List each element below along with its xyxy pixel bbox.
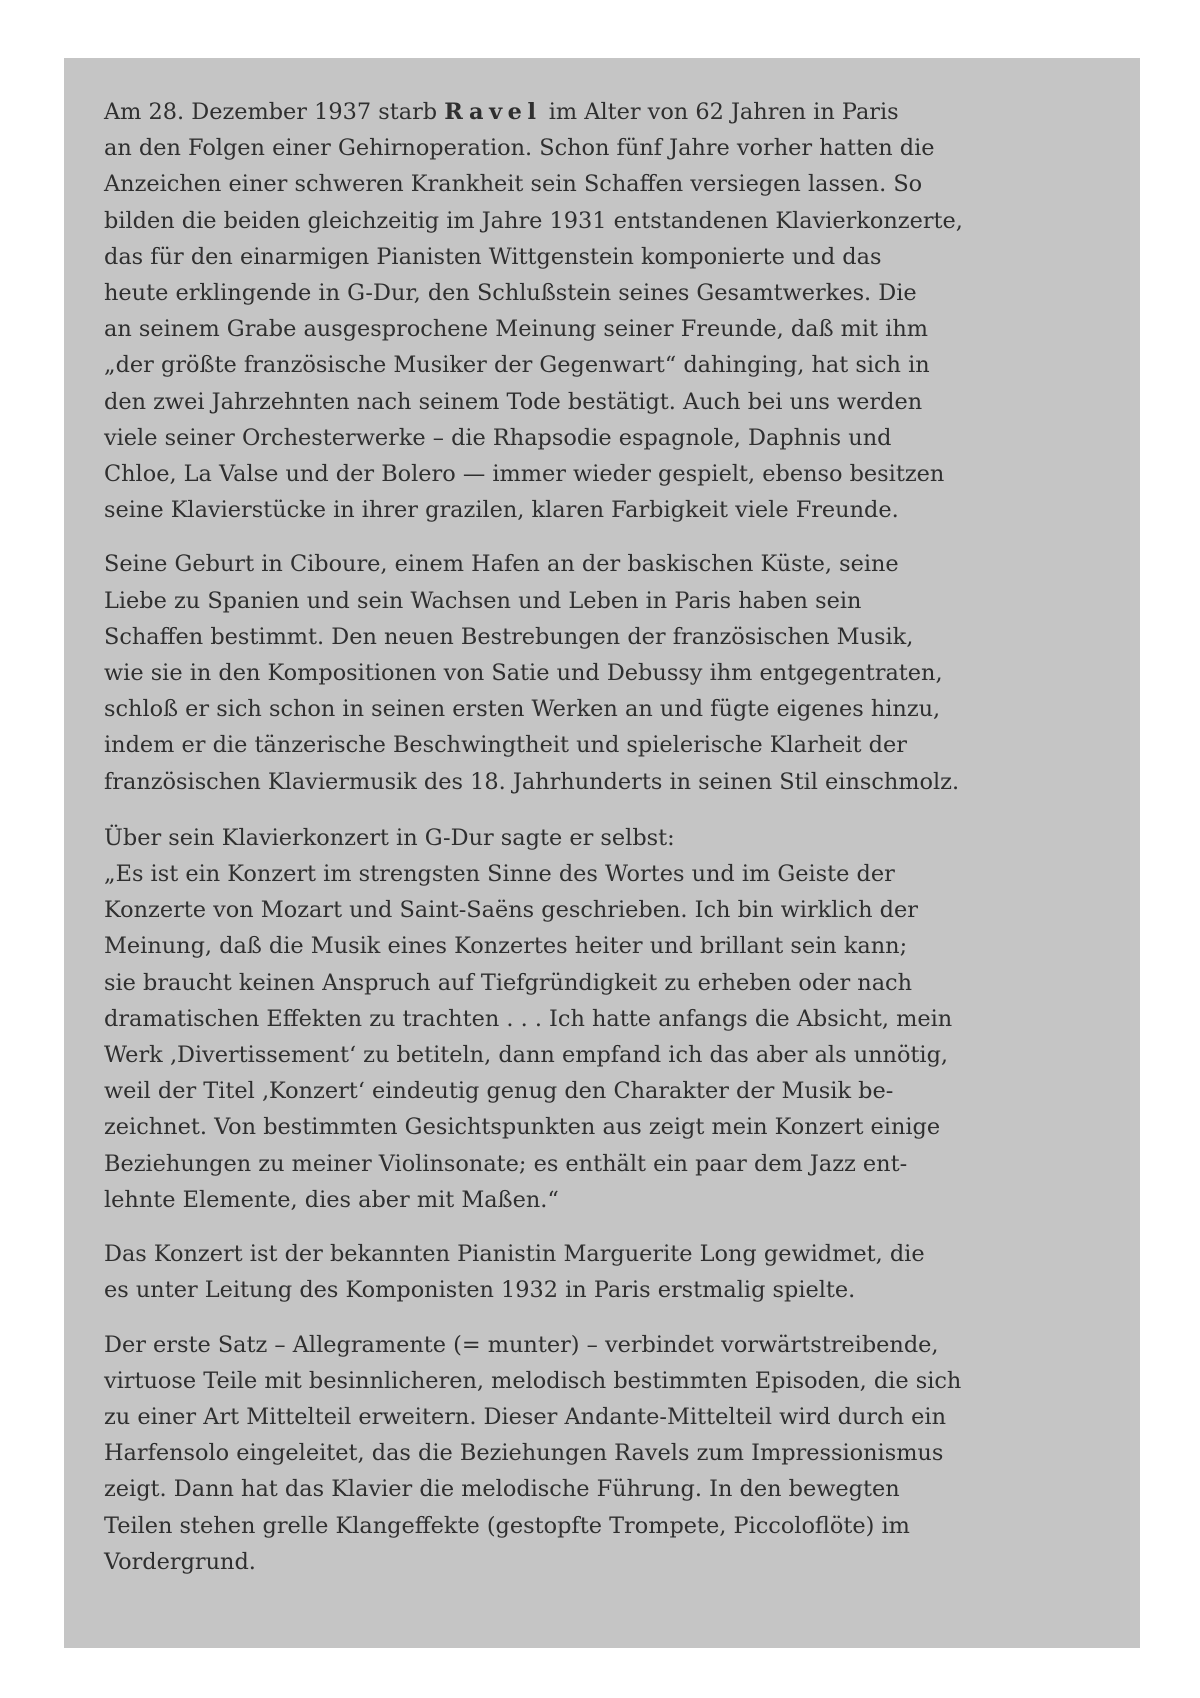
paragraph-ravel-death	[104, 94, 1104, 528]
paragraph-birth-influences: Seine Geburt in Ciboure, einem Hafen an der baskischen Küste, seine Liebe zu Spanien und sein Wachsen und Leben in Paris haben sein Schaffen bestimmt. Den neuen Bestrebungen der französischen Musik, wie sie in den Kompositionen von Satie und Debussy ihm entgegentraten, schloß er sich schon in seinen ersten Werken an und fügte eigenes hinzu, indem er die tänzerische Beschwingtheit und spielerische Klarheit der französischen Klaviermusik des 18. Jahrhunderts in seinen Stil einschmolz.	[104, 551, 960, 795]
paragraph-first-movement: Der erste Satz – Allegramente (= munter) – verbindet vorwärtstreibende, virtuose Teile mit besinnlicheren, melodisch bestimmten Episoden, die sich zu einer Art Mittelteil erweitern. Dieser Andante-Mittelteil wird durch ein Harfensolo eingeleitet, das die Beziehungen Ravels zum Impressionismus zeigt. Dann hat das Klavier die melodische Führung. In den bewegten Teilen stehen grelle Klangeffekte (gestopfte Trompete, Piccoloflöte) im Vordergrund.	[104, 1331, 962, 1575]
paragraph-dedication: Das Konzert ist der bekannten Pianistin Marguerite Long gewidmet, die es unter Leitung des Komponisten 1932 in Paris erstmalig spielte.	[104, 1241, 925, 1304]
composer-name: Ravel	[444, 99, 542, 125]
paragraph-rest: im Alter von 62 Jahren in Paris an den Folgen einer Gehirnoperation. Schon fünf Jahre vorher hatten die Anzeichen einer schweren Krankheit sein Schaffen versiegen lassen. So bilden die beiden gleichzeitig im Jahre 1931 entstandenen Klavierkonzerte, das für den einarmigen Pianisten Wittgenstein komponierte und das heute erklingende in G-Dur, den Schlußstein seines Gesamtwerkes. Die an seinem Grabe ausgesprochene Meinung seiner Freunde, daß mit ihm „der größte französische Musiker der Gegenwart“ dahinging, hat sich in den zwei Jahrzehnten nach seinem Tode bestätigt. Auch bei uns werden viele seiner Orchesterwerke – die Rhapsodie espagnole, Daphnis und Chloe, La Valse und der Bolero — immer wieder gespielt, ebenso besitzen seine Klavierstücke in ihrer grazilen, klaren Farbigkeit viele Freunde.	[104, 99, 963, 524]
paragraph-intro: Am 28. Dezember 1937 starb	[104, 99, 445, 125]
paragraph-ravel-quote: Über sein Klavierkonzert in G-Dur sagte er selbst: „Es ist ein Konzert im strengsten Sinne des Wortes und im Geiste der Konzerte von Mozart und Saint-Saëns geschrieben. Ich bin wirklich der Meinung, daß die Musik eines Konzertes heiter und brillant sein kann; sie braucht keinen Anspruch auf Tiefgründigkeit zu erheben oder nach dramatischen Effekten zu trachten . . . Ich hatte anfangs die Absicht, mein Werk ‚Divertissement‘ zu betiteln, dann empfand ich das aber als unnötig, weil der Titel ‚Konzert‘ eindeutig genug den Charakter der Musik be- zeichnet. Von bestimmten Gesichtspunkten aus zeigt mein Konzert einige Beziehungen zu meiner Violinsonate; es enthält ein paar dem Jazz ent- lehnte Elemente, dies aber mit Maßen.“	[104, 824, 953, 1213]
document-page	[64, 58, 1140, 1648]
